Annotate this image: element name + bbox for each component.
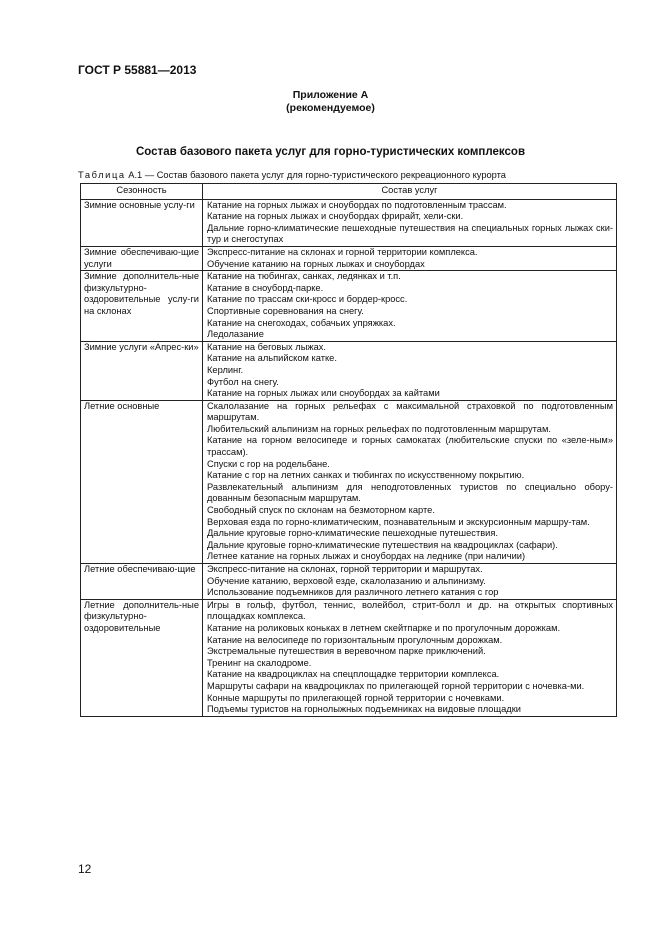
services-cell <box>203 246 617 270</box>
table-row <box>81 400 617 563</box>
service-item: Катание на снегоходах, собачьих упряжках. <box>207 317 396 328</box>
season-cell: Зимние дополнитель-ные физкультурно-оздоровительные услу-ги на склонах <box>81 271 203 342</box>
season-cell: Летние основные <box>81 400 203 563</box>
table-caption <box>78 170 506 180</box>
appendix-header <box>0 89 661 114</box>
table-caption-number: А.1 <box>128 170 143 180</box>
table-caption-label: Таблица <box>78 170 126 180</box>
service-item: Катание на тюбингах, санках, ледянках и т.п. <box>207 271 401 282</box>
services-cell <box>203 400 617 563</box>
services-cell <box>203 599 617 716</box>
service-item: Керлинг. <box>207 364 244 375</box>
service-item: Спортивные соревнования на снегу. <box>207 305 364 316</box>
season-cell: Зимние услуги «Апрес-ки» <box>81 341 203 400</box>
service-item: Катание на горных лыжах или сноубордах за кайтами <box>207 388 440 399</box>
service-item: Маршруты сафари на квадроциклах по прилегающей горной территории с ночевка-ми. <box>207 680 585 691</box>
service-item: Катание на альпийском катке. <box>207 353 337 364</box>
table-row <box>81 599 617 716</box>
appendix-title: Приложение А <box>292 89 369 101</box>
service-item: Катание на роликовых коньках в летнем скейтпарке и по прогулочным дорожкам. <box>207 622 561 633</box>
services-cell <box>203 564 617 600</box>
service-item: Катание в сноуборд-парке. <box>207 282 324 293</box>
season-cell: Летние обеспечиваю-щие <box>81 564 203 600</box>
service-item: Дальние круговые горно-климатические путешествия на квадроциклах (сафари). <box>207 539 558 550</box>
service-item: Экстремальные путешествия в веревочном парке приключений. <box>207 646 486 657</box>
service-item: Любительский альпинизм на горных рельефах по подготовленным маршрутам. <box>207 423 551 434</box>
service-item: Подъемы туристов на горнолыжных подъемниках на видовые площадки <box>207 704 521 715</box>
service-item: Обучение катанию, верховой езде, скалолазанию и альпинизму. <box>207 575 486 586</box>
main-title: Состав базового пакета услуг для горно-туристических комплексов <box>135 146 526 158</box>
service-item: Футбол на снегу. <box>207 376 279 387</box>
season-cell: Зимние основные услу-ги <box>81 199 203 246</box>
service-item: Свободный спуск по склонам на безмоторном карте. <box>207 505 435 516</box>
service-item: Игры в гольф, футбол, теннис, волейбол, стрит-болл и др. на открытых спортивных площадках комплекса. <box>207 599 613 622</box>
service-item: Ледолазание <box>207 329 264 340</box>
table-row <box>81 271 617 342</box>
service-item: Катание на горном велосипеде и горных самокатах (любительские спуски по «зеле-ным» трассам). <box>207 435 613 458</box>
service-item: Катание на горных лыжах и сноубордах по подготовленным трассам. <box>207 199 507 210</box>
service-item: Дальние круговые горно-климатические пешеходные путешествия. <box>207 528 498 539</box>
service-item: Верховая езда по горно-климатическим, познавательным и экскурсионным маршру-там. <box>207 516 590 527</box>
season-cell: Зимние обеспечиваю-щие услуги <box>81 246 203 270</box>
services-cell <box>203 199 617 246</box>
table-row <box>81 199 617 246</box>
service-item: Летнее катание на горных лыжах и сноубордах на леднике (при наличии) <box>207 551 526 562</box>
service-item: Скалолазание на горных рельефах с максимальной страховкой по подготовленным маршрутам. <box>207 400 613 423</box>
service-item: Спуски с гор на родельбане. <box>207 458 330 469</box>
service-item: Экспресс-питание на склонах и горной территории комплекса. <box>207 246 478 257</box>
services-table <box>80 183 617 717</box>
standard-code: ГОСТ Р 55881—2013 <box>78 63 197 77</box>
service-item: Использование подъемников для различного летнего катания с гор <box>207 587 499 598</box>
service-item: Катание на велосипеде по горизонтальным прогулочным дорожкам. <box>207 634 503 645</box>
page-number: 12 <box>78 862 92 876</box>
table-row <box>81 246 617 270</box>
season-cell: Летние дополнитель-ные физкультурно-оздоровительные <box>81 599 203 716</box>
services-cell <box>203 341 617 400</box>
column-header-services: Состав услуг <box>203 184 617 200</box>
service-item: Катание по трассам ски-кросс и бордер-кросс. <box>207 294 408 305</box>
service-item: Катание на квадроциклах на спецплощадке территории комплекса. <box>207 669 500 680</box>
service-item: Экспресс-питание на склонах, горной территории и маршрутах. <box>207 564 483 574</box>
table-row <box>81 564 617 600</box>
service-item: Катание с гор на летних санках и тюбингах по искусственному покрытию. <box>207 470 525 481</box>
table-caption-text: — Состав базового пакета услуг для горно-туристического рекреационного курорта <box>144 170 506 180</box>
table-header-row <box>81 184 617 200</box>
column-header-season: Сезонность <box>81 184 203 200</box>
service-item: Тренинг на скалодроме. <box>207 657 312 668</box>
appendix-type: (рекомендуемое) <box>286 101 375 114</box>
service-item: Дальние горно-климатические пешеходные путешествия на специальных горных лыжах ски-тур и снегоступах <box>207 222 613 245</box>
service-item: Развлекательный альпинизм для неподготовленных туристов по специально обору-дованным безопасным маршрутам. <box>207 481 613 504</box>
services-cell <box>203 271 617 342</box>
table-body <box>81 199 617 716</box>
service-item: Катание на беговых лыжах. <box>207 341 327 352</box>
table-row <box>81 341 617 400</box>
service-item: Катание на горных лыжах и сноубордах фрирайт, хели-ски. <box>207 211 464 222</box>
service-item: Конные маршруты по прилегающей горной территории с ночевками. <box>207 692 505 703</box>
service-item: Обучение катанию на горных лыжах и сноубордах <box>207 258 425 269</box>
